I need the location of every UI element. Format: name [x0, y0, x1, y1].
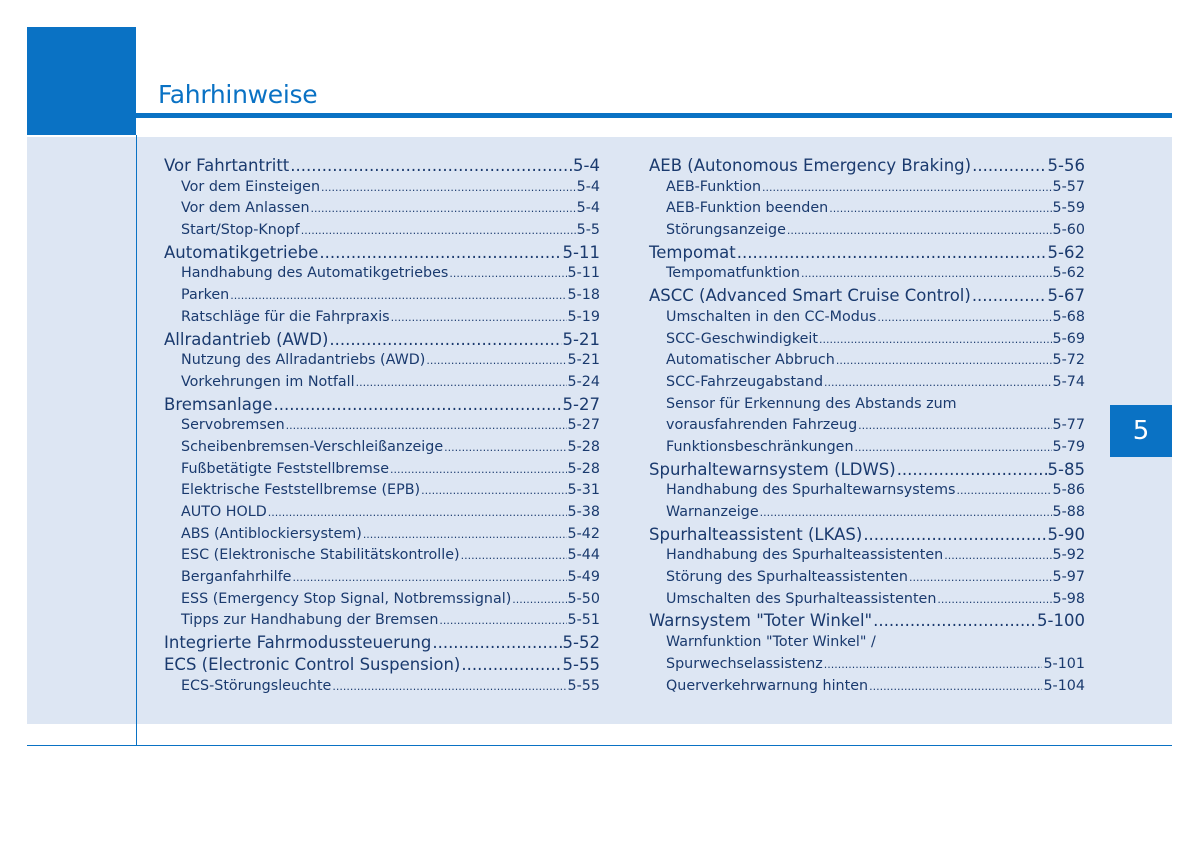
toc-entry-label: ESS (Emergency Stop Signal, Notbremssignal): [181, 590, 512, 607]
toc-entry-page: 5-59: [1052, 200, 1085, 217]
toc-entry-label: ABS (Antiblockiersystem): [181, 525, 362, 542]
toc-entry-label: Warnanzeige: [666, 504, 759, 520]
dot-leader: [956, 480, 1051, 502]
toc-entry-sub[interactable]: [649, 654, 1085, 676]
toc-column-right: [649, 155, 1085, 697]
toc-entry-label: Automatikgetriebe: [164, 242, 319, 262]
dot-leader: [836, 350, 1052, 372]
toc-entry-sub[interactable]: [649, 177, 1085, 199]
dot-leader: [762, 177, 1052, 199]
toc-entry-sub[interactable]: [164, 437, 600, 459]
toc-entry-sub[interactable]: [164, 372, 600, 394]
toc-entry-main[interactable]: [649, 459, 1085, 481]
toc-entry-label: Tempomatfunktion: [666, 265, 800, 282]
dot-leader: [801, 263, 1052, 285]
toc-entry-label: Handhabung des Spurhalteassistenten: [666, 547, 944, 564]
toc-entry-label: ECS (Electronic Control Suspension): [164, 654, 461, 674]
toc-entry-label: Automatischer Abbruch: [666, 352, 835, 369]
dot-leader: [972, 155, 1046, 177]
toc-entry-sub[interactable]: [649, 263, 1085, 285]
title-underline: [136, 113, 1172, 118]
toc-entry-label: Integrierte Fahrmodussteuerung: [164, 633, 432, 653]
toc-entry-page: 5-56: [1047, 156, 1085, 175]
toc-entry-label: Parken: [181, 287, 230, 304]
dot-leader: [391, 307, 567, 329]
dot-leader: [268, 502, 567, 524]
toc-entry-page: 5-55: [562, 654, 600, 674]
toc-entry-page: 5-57: [1052, 178, 1085, 195]
toc-entry-main[interactable]: [164, 242, 600, 264]
toc-entry-page: 5-85: [1047, 459, 1085, 479]
toc-entry-page: 5-101: [1043, 655, 1085, 672]
toc-entry-label: Scheibenbremsen-Verschleißanzeige: [181, 438, 444, 455]
dot-leader: [449, 263, 566, 285]
toc-entry-label: Umschalten in den CC-Modus: [666, 308, 877, 325]
dot-leader: [321, 177, 576, 199]
toc-entry-page: 5-88: [1052, 504, 1085, 520]
toc-entry-label: AUTO HOLD: [181, 504, 267, 520]
toc-entry-sub[interactable]: [649, 198, 1085, 220]
toc-entry-label: AEB (Autonomous Emergency Braking): [649, 156, 972, 175]
toc-entry-label: Umschalten des Spurhalteassistenten: [666, 590, 937, 607]
toc-entry-label: Spurwechselassistenz: [666, 655, 823, 672]
toc-entry-sub[interactable]: [164, 263, 600, 285]
toc-entry-page: 5-4: [576, 200, 600, 217]
toc-entry-page: 5-100: [1037, 611, 1085, 631]
toc-text-line: Sensor für Erkennung des Abstands zum: [666, 395, 957, 412]
toc-entry-sub[interactable]: [649, 567, 1085, 589]
toc-entry-main[interactable]: [164, 632, 600, 654]
page-title: Fahrhinweise: [158, 80, 318, 109]
dot-leader: [855, 437, 1052, 459]
toc-entry-page: 5-52: [562, 633, 600, 653]
toc-entry-page: 5-92: [1052, 547, 1085, 564]
toc-entry-label: ESC (Elektronische Stabilitätskontrolle): [181, 547, 460, 564]
toc-entry-page: 5-19: [567, 308, 600, 325]
header-color-block: [27, 27, 136, 135]
toc-entry-label: Bremsanlage: [164, 394, 273, 414]
dot-leader: [824, 372, 1052, 394]
toc-entry-label: Handhabung des Automatikgetriebes: [181, 265, 449, 282]
toc-entry-page: 5-90: [1047, 524, 1085, 544]
dot-leader: [909, 567, 1052, 589]
dot-leader: [760, 502, 1052, 524]
toc-entry-label: Fußbetätigte Feststellbremse: [181, 460, 390, 477]
toc-entry-label: Tipps zur Handhabung der Bremsen: [181, 612, 439, 629]
toc-entry-page: 5-27: [562, 394, 600, 414]
toc-entry-page: 5-31: [567, 482, 600, 499]
toc-entry-page: 5-68: [1052, 308, 1085, 325]
toc-entry-sub[interactable]: [164, 610, 600, 632]
toc-entry-page: 5-24: [567, 373, 600, 390]
toc-entry-sub[interactable]: [164, 177, 600, 199]
dot-leader: [230, 285, 566, 307]
toc-entry-sub[interactable]: [649, 437, 1085, 459]
toc-entry-label: Vor dem Einsteigen: [181, 178, 321, 195]
toc-entry-sub[interactable]: [164, 285, 600, 307]
dot-leader: [737, 242, 1047, 264]
toc-entry-main[interactable]: [649, 155, 1085, 177]
dot-leader: [863, 524, 1046, 546]
dot-leader: [858, 415, 1051, 437]
dot-leader: [944, 545, 1051, 567]
dot-leader: [292, 567, 566, 589]
toc-entry-page: 5-67: [1047, 286, 1085, 306]
dot-leader: [286, 415, 567, 437]
toc-entry-main[interactable]: [164, 654, 600, 676]
toc-entry-page: 5-72: [1052, 352, 1085, 369]
toc-entry-sub[interactable]: [649, 545, 1085, 567]
dot-leader: [301, 220, 576, 242]
toc-entry-label: Vor dem Anlassen: [181, 200, 310, 217]
toc-entry-page: 5-5: [576, 222, 600, 239]
toc-entry-main[interactable]: [649, 285, 1085, 307]
toc-entry-page: 5-104: [1043, 677, 1085, 694]
dot-leader: [426, 350, 566, 372]
toc-entry-sub[interactable]: [164, 307, 600, 329]
toc-entry-page: 5-69: [1052, 330, 1085, 347]
dot-leader: [461, 545, 567, 567]
toc-entry-sub[interactable]: [649, 329, 1085, 351]
toc-entry-sub[interactable]: [164, 198, 600, 220]
toc-entry-sub[interactable]: [649, 589, 1085, 611]
toc-entry-label: Spurhalteassistent (LKAS): [649, 524, 863, 544]
toc-entry-sub[interactable]: [649, 676, 1085, 698]
dot-leader: [290, 155, 572, 177]
dot-leader: [273, 394, 561, 416]
toc-entry-page: 5-98: [1052, 590, 1085, 607]
dot-leader: [363, 524, 567, 546]
toc-entry-page: 5-28: [567, 460, 600, 477]
toc-entry-sub[interactable]: [649, 415, 1085, 437]
toc-entry-page: 5-27: [567, 417, 600, 434]
toc-entry-page: 5-42: [567, 525, 600, 542]
toc-entry-main[interactable]: [649, 610, 1085, 632]
dot-leader: [319, 242, 561, 264]
toc-entry-page: 5-4: [573, 156, 600, 175]
toc-entry-sub[interactable]: [164, 567, 600, 589]
toc-entry-page: 5-11: [567, 265, 600, 282]
toc-entry-page: 5-97: [1052, 569, 1085, 586]
toc-entry-label: Handhabung des Spurhaltewarnsystems: [666, 482, 956, 499]
toc-entry-label: SCC-Geschwindigkeit: [666, 330, 818, 347]
toc-entry-label: Elektrische Feststellbremse (EPB): [181, 482, 421, 499]
dot-leader: [877, 307, 1051, 329]
toc-entry-label: Nutzung des Allradantriebs (AWD): [181, 352, 426, 369]
toc-entry-sub[interactable]: [649, 372, 1085, 394]
dot-leader: [432, 632, 561, 654]
toc-entry-sub[interactable]: [164, 459, 600, 481]
toc-entry-label: AEB-Funktion: [666, 178, 762, 195]
toc-entry-page: 5-21: [567, 352, 600, 369]
toc-entry-page: 5-44: [567, 547, 600, 564]
toc-entry-sub[interactable]: [164, 480, 600, 502]
toc-entry-sub[interactable]: [164, 545, 600, 567]
toc-entry-sub[interactable]: [164, 502, 600, 524]
toc-entry-page: 5-21: [562, 329, 600, 349]
dot-leader: [390, 459, 567, 481]
toc-entry-label: Start/Stop-Knopf: [181, 222, 300, 239]
toc-entry-page: 5-18: [567, 287, 600, 304]
toc-column-left: [164, 155, 600, 697]
toc-entry-label: Ratschläge für die Fahrpraxis: [181, 308, 390, 325]
toc-entry-page: 5-79: [1052, 438, 1085, 455]
toc-entry-label: Vorkehrungen im Notfall: [181, 373, 355, 390]
toc-entry-page: 5-60: [1052, 222, 1085, 239]
dot-leader: [829, 198, 1051, 220]
toc-entry-label: SCC-Fahrzeugabstand: [666, 373, 824, 390]
toc-entry-sub[interactable]: [649, 502, 1085, 524]
toc-entry-sub[interactable]: [164, 415, 600, 437]
toc-entry-label: ECS-Störungsleuchte: [181, 677, 332, 694]
toc-entry-sub[interactable]: [164, 524, 600, 546]
toc-entry-sub[interactable]: [164, 589, 600, 611]
margin-line: [136, 135, 137, 746]
toc-entry-sub[interactable]: [164, 350, 600, 372]
dot-leader: [787, 220, 1052, 242]
toc-entry-label: Tempomat: [649, 242, 736, 262]
toc-entry-label: Störung des Spurhalteassistenten: [666, 569, 908, 586]
toc-entry-label: Funktionsbeschränkungen: [666, 438, 854, 455]
toc-entry-label: Berganfahrhilfe: [181, 569, 292, 586]
toc-entry-label: vorausfahrenden Fahrzeug: [666, 417, 858, 434]
toc-entry-main[interactable]: [164, 155, 600, 177]
dot-leader: [356, 372, 567, 394]
dot-leader: [873, 610, 1036, 632]
toc-entry-sub[interactable]: [164, 676, 600, 698]
toc-entry-label: AEB-Funktion beenden: [666, 200, 829, 217]
dot-leader: [421, 480, 566, 502]
toc-entry-main[interactable]: [649, 242, 1085, 264]
toc-entry-label: Warnsystem "Toter Winkel": [649, 611, 873, 631]
chapter-tab[interactable]: 5: [1110, 405, 1172, 457]
dot-leader: [461, 654, 561, 676]
toc-entry-sub[interactable]: [164, 220, 600, 242]
toc-entry-page: 5-62: [1047, 242, 1085, 262]
dot-leader: [824, 654, 1043, 676]
toc-entry-page: 5-28: [567, 438, 600, 455]
dot-leader: [311, 198, 576, 220]
toc-entry-main[interactable]: [649, 524, 1085, 546]
toc-entry-main[interactable]: [164, 394, 600, 416]
toc-entry-main[interactable]: [164, 329, 600, 351]
toc-entry-page: 5-55: [567, 677, 600, 694]
toc-entry-sub[interactable]: [649, 220, 1085, 242]
dot-leader: [869, 676, 1042, 698]
toc-entry-sub[interactable]: [649, 307, 1085, 329]
toc-entry-sub[interactable]: [649, 350, 1085, 372]
toc-text-line: Warnfunktion "Toter Winkel" /: [666, 634, 876, 651]
toc-entry-label: Vor Fahrtantritt: [164, 156, 290, 175]
bottom-divider: [27, 745, 1172, 746]
dot-leader: [439, 610, 566, 632]
toc-entry-page: 5-38: [567, 504, 600, 520]
toc-entry-page: 5-11: [562, 242, 600, 262]
toc-entry-label: Allradantrieb (AWD): [164, 329, 329, 349]
toc-entry-page: 5-77: [1052, 417, 1085, 434]
toc-entry-page: 5-4: [576, 178, 600, 195]
dot-leader: [819, 329, 1052, 351]
toc-entry-page: 5-62: [1052, 265, 1085, 282]
toc-entry-label: Querverkehrwarnung hinten: [666, 677, 869, 694]
dot-leader: [897, 459, 1047, 481]
dot-leader: [512, 589, 566, 611]
toc-entry-label: Störungsanzeige: [666, 222, 786, 239]
dot-leader: [937, 589, 1051, 611]
toc-entry-sub[interactable]: [649, 480, 1085, 502]
dot-leader: [444, 437, 566, 459]
toc-entry-page: 5-49: [567, 569, 600, 586]
toc-entry-page: 5-74: [1052, 373, 1085, 390]
dot-leader: [329, 329, 561, 351]
dot-leader: [332, 676, 566, 698]
toc-entry-page: 5-51: [567, 612, 600, 629]
toc-entry-label: ASCC (Advanced Smart Cruise Control): [649, 286, 971, 306]
toc-entry-label: Servobremsen: [181, 417, 285, 434]
toc-entry-label: Spurhaltewarnsystem (LDWS): [649, 459, 896, 479]
toc-entry-page: 5-86: [1052, 482, 1085, 499]
toc-entry-page: 5-50: [567, 590, 600, 607]
dot-leader: [972, 285, 1047, 307]
